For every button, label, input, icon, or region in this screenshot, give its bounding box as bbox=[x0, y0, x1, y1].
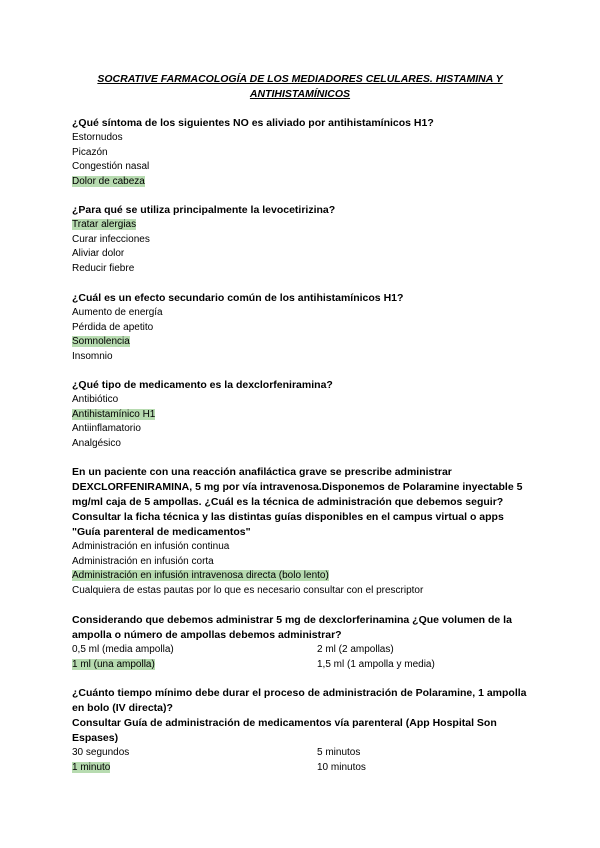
document-title: SOCRATIVE FARMACOLOGÍA DE LOS MEDIADORES CELULARES. HISTAMINA Y ANTIHISTAMÍNICOS bbox=[97, 73, 503, 100]
option: Estornudos bbox=[72, 132, 123, 143]
option: 5 minutos bbox=[317, 747, 361, 758]
option: Insomnio bbox=[72, 350, 113, 362]
option: Cualquiera de estas pautas por lo que es necesario consultar con el prescriptor bbox=[72, 584, 424, 596]
option: Congestión nasal bbox=[72, 161, 150, 173]
question-3 bbox=[72, 291, 532, 364]
option: Reducir fiebre bbox=[72, 262, 135, 274]
option: Pérdida de apetito bbox=[72, 321, 154, 333]
option: 30 segundos bbox=[72, 747, 130, 758]
option: 0,5 ml (media ampolla) bbox=[72, 644, 174, 655]
question-text: ¿Cuál es un efecto secundario común de los antihistamínicos H1? bbox=[72, 292, 404, 304]
question-1 bbox=[72, 116, 532, 189]
question-text: ¿Para qué se utiliza principalmente la levocetirizina? bbox=[72, 204, 336, 216]
question-text: En un paciente con una reacción anafiláctica grave se prescribe administrar DEXCLORFENIRAMINA, 5 mg por vía intravenosa.Disponemos de Polaramine inyectable 5 mg/ml caja de 5 ampollas. ¿Cuál es la técnica de administración que debemos seguir? Consultar la ficha técnica y las distintas guías disponibles en el campus virtual o apps "Guía parenteral de medicamentos" bbox=[72, 466, 523, 538]
question-reference: Consultar Guía de administración de medicamentos vía parenteral (App Hospital Son Espases) bbox=[72, 717, 497, 744]
option: Picazón bbox=[72, 146, 108, 158]
option: Antiinflamatorio bbox=[72, 423, 141, 435]
option: Aumento de energía bbox=[72, 307, 163, 318]
correct-option: Administración en infusión intravenosa directa (bolo lento) bbox=[72, 570, 329, 582]
option: Administración en infusión corta bbox=[72, 555, 214, 567]
correct-option: 1 minuto bbox=[72, 761, 111, 773]
question-2 bbox=[72, 203, 532, 276]
option: Antibiótico bbox=[72, 394, 119, 405]
option: Curar infecciones bbox=[72, 233, 150, 245]
option: Administración en infusión continua bbox=[72, 541, 230, 552]
option: Aliviar dolor bbox=[72, 248, 125, 260]
option: Analgésico bbox=[72, 437, 121, 449]
question-text: ¿Qué síntoma de los siguientes NO es aliviado por antihistamínicos H1? bbox=[72, 117, 434, 129]
correct-option: Tratar alergias bbox=[72, 219, 137, 230]
correct-option: Antihistamínico H1 bbox=[72, 408, 156, 420]
question-6 bbox=[72, 613, 532, 672]
question-7 bbox=[72, 686, 532, 775]
correct-option: Dolor de cabeza bbox=[72, 175, 145, 187]
question-5 bbox=[72, 465, 532, 598]
option: 2 ml (2 ampollas) bbox=[317, 644, 394, 655]
question-text: ¿Qué tipo de medicamento es la dexclorfeniramina? bbox=[72, 379, 333, 391]
question-text: Considerando que debemos administrar 5 mg de dexclorferinamina ¿Que volumen de la ampolla o número de ampollas debemos administrar? bbox=[72, 614, 512, 641]
correct-option: 1 ml (una ampolla) bbox=[72, 658, 155, 670]
question-text: ¿Cuánto tiempo mínimo debe durar el proceso de administración de Polaramine, 1 ampolla en bolo (IV directa)? bbox=[72, 687, 527, 714]
option: 10 minutos bbox=[317, 761, 366, 773]
question-4 bbox=[72, 378, 532, 451]
option: 1,5 ml (1 ampolla y media) bbox=[317, 658, 435, 670]
correct-option: Somnolencia bbox=[72, 336, 130, 348]
